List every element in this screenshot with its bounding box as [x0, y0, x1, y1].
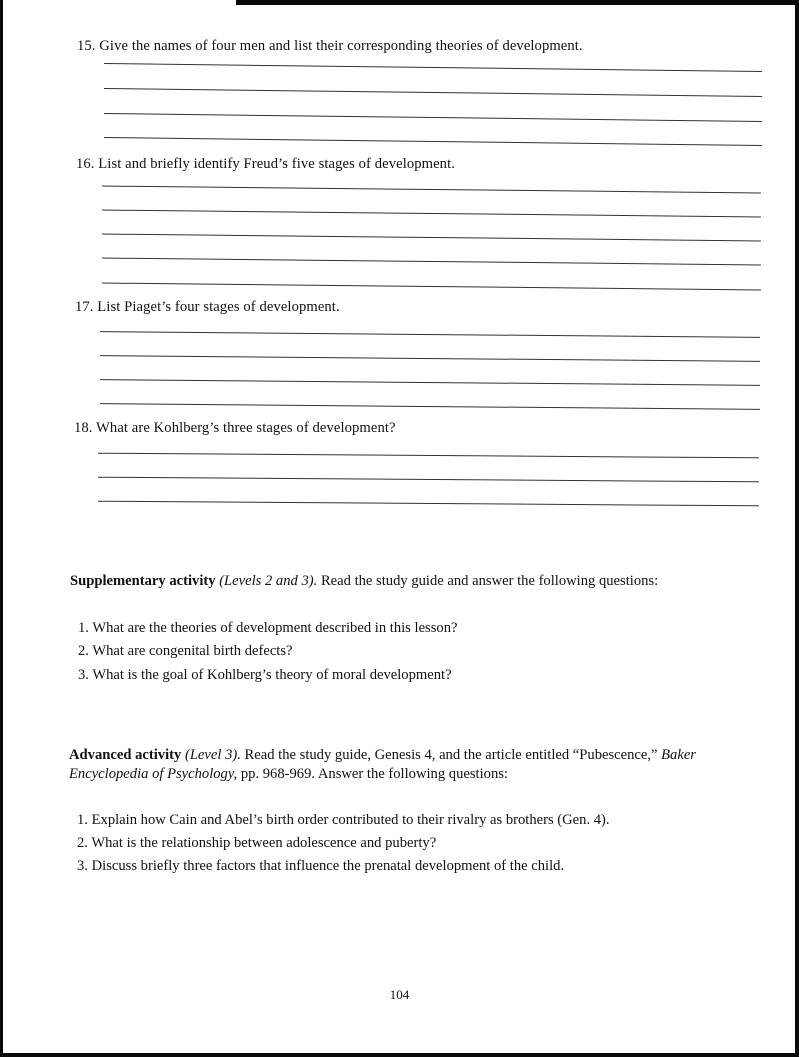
answer-line[interactable] — [102, 210, 761, 218]
scan-edge-top — [236, 0, 799, 5]
supplementary-activity-instructions — [70, 572, 760, 591]
answer-line[interactable] — [98, 453, 759, 459]
question-text: What are Kohlberg’s three stages of development? — [96, 420, 396, 436]
answer-line[interactable] — [102, 283, 761, 291]
question-text: List and briefly identify Freud’s five stages of development. — [98, 156, 455, 172]
question-18 — [74, 420, 396, 437]
supplementary-question — [78, 667, 452, 684]
item-text: What are congenital birth defects? — [92, 643, 293, 659]
scan-edge-right — [795, 0, 799, 1057]
item-text: What is the relationship between adolescence and puberty? — [91, 835, 437, 851]
advanced-instructions-a: Read the study guide, Genesis 4, and the article entitled “Pubescence,” — [244, 747, 658, 763]
answer-line[interactable] — [100, 403, 760, 410]
answer-line[interactable] — [104, 137, 762, 146]
supplementary-level: (Levels 2 and 3). — [219, 573, 318, 589]
question-number: 18. — [74, 420, 93, 436]
item-number: 1. — [77, 812, 88, 828]
answer-line[interactable] — [104, 113, 762, 122]
question-15 — [77, 38, 583, 55]
answer-line[interactable] — [98, 477, 759, 483]
supplementary-instructions: Read the study guide and answer the following questions: — [320, 573, 659, 589]
question-number: 16. — [76, 156, 95, 172]
item-text: What are the theories of development described in this lesson? — [92, 620, 458, 636]
answer-line[interactable] — [98, 501, 759, 507]
question-text: List Piaget’s four stages of development. — [97, 299, 340, 315]
advanced-instructions-b: pp. 968-969. Answer the following questions: — [240, 766, 508, 782]
scan-edge-bottom — [0, 1053, 799, 1057]
question-number: 15. — [77, 38, 96, 54]
item-number: 1. — [78, 620, 89, 636]
advanced-question — [77, 812, 610, 829]
advanced-activity-instructions — [69, 746, 769, 784]
advanced-question — [77, 835, 436, 852]
answer-line[interactable] — [104, 88, 762, 97]
answer-line[interactable] — [102, 258, 761, 266]
item-number: 3. — [77, 858, 88, 874]
advanced-source: Baker Encyclopedia of Psychology, — [69, 747, 696, 782]
question-17 — [75, 299, 340, 316]
item-text: Discuss briefly three factors that influence the prenatal development of the child. — [91, 858, 565, 874]
supplementary-question — [78, 643, 293, 660]
item-text: Explain how Cain and Abel’s birth order contributed to their rivalry as brothers (Gen. 4). — [91, 812, 610, 828]
advanced-level: (Level 3). — [184, 747, 241, 763]
answer-line[interactable] — [100, 379, 760, 386]
answer-line[interactable] — [100, 331, 760, 338]
advanced-heading: Advanced activity — [69, 747, 182, 763]
item-number: 2. — [78, 643, 89, 659]
item-text: What is the goal of Kohlberg’s theory of moral development? — [92, 667, 452, 683]
answer-line[interactable] — [104, 63, 762, 72]
item-number: 3. — [78, 667, 89, 683]
answer-line[interactable] — [102, 186, 761, 194]
question-16 — [76, 156, 455, 173]
supplementary-question — [78, 620, 457, 637]
scan-edge-left — [0, 0, 3, 1057]
item-number: 2. — [77, 835, 88, 851]
answer-line[interactable] — [102, 234, 761, 242]
advanced-question — [77, 858, 564, 875]
page-number: 104 — [389, 987, 410, 1002]
supplementary-heading: Supplementary activity — [70, 573, 216, 589]
question-number: 17. — [75, 299, 94, 315]
answer-line[interactable] — [100, 355, 760, 362]
question-text: Give the names of four men and list their corresponding theories of development. — [99, 38, 583, 54]
